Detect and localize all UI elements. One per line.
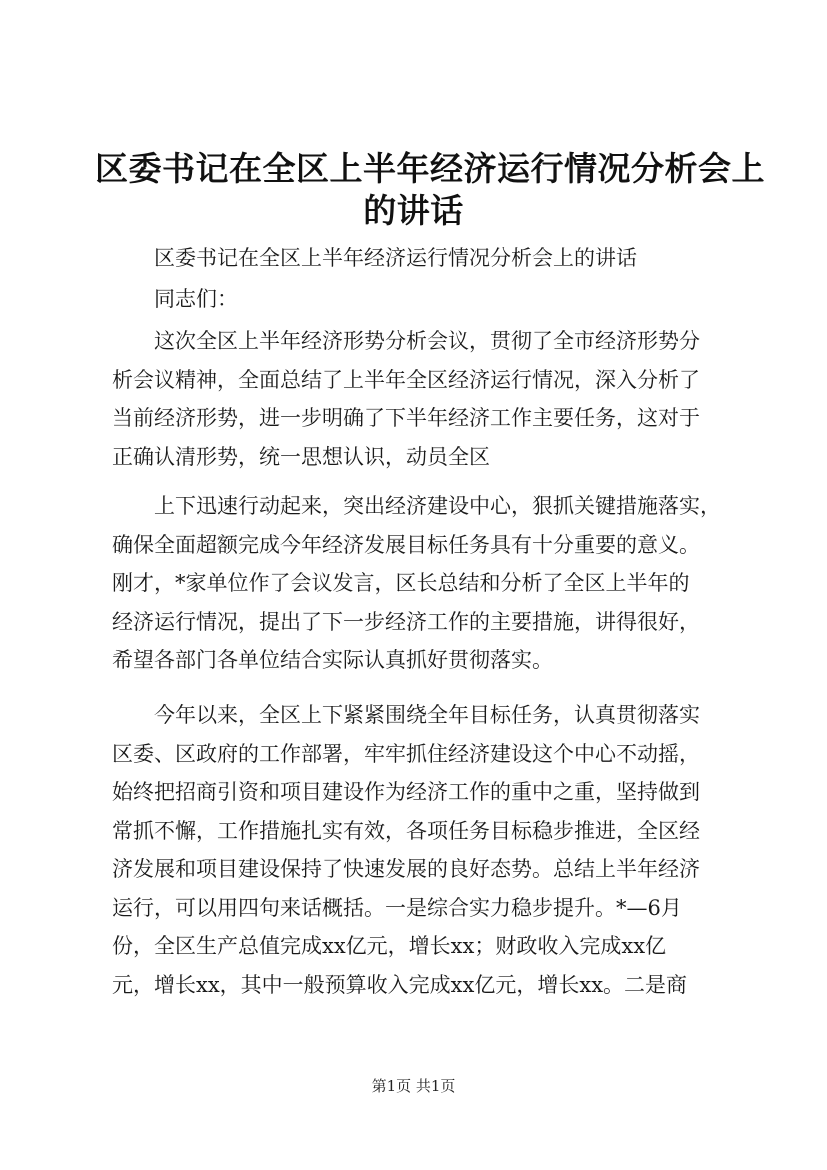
- subtitle: [112, 239, 732, 278]
- greeting-text: 同志们：: [154, 287, 238, 311]
- subtitle-text: 区委书记在全区上半年经济运行情况分析会上的讲话: [154, 246, 637, 270]
- paragraph-line: 经济运行情况，提出了下一步经济工作的主要措施，讲得很好，: [112, 609, 700, 634]
- paragraph-line: 刚才，*家单位作了会议发言，区长总结和分析了全区上半年的: [112, 571, 690, 595]
- paragraph-line: 运行，可以用四句来话概括。一是综合实力稳步提升。*—6月: [112, 895, 682, 920]
- paragraph-line: 希望各部门各单位结合实际认真抓好贯彻落实。: [112, 648, 553, 672]
- paragraph-line: 析会议精神，全面总结了上半年全区经济运行情况，深入分析了: [112, 367, 700, 392]
- paragraph-1: [112, 322, 732, 476]
- paragraph-line: 济发展和项目建设保持了快速发展的良好态势。总结上半年经济: [112, 857, 700, 881]
- paragraph-line: 当前经济形势，进一步明确了下半年经济工作主要任务，这对于: [112, 406, 700, 430]
- title-line-1: 区委书记在全区上半年经济运行情况分析会上: [95, 149, 765, 188]
- page-footer: [0, 1076, 827, 1096]
- paragraph-line: 确保全面超额完成今年经济发展目标任务具有十分重要的意义。: [112, 532, 700, 557]
- paragraph-line: 常抓不懈，工作措施扎实有效，各项任务目标稳步推进，全区经: [112, 818, 700, 843]
- paragraph-line: 正确认清形势，统一思想认识，动员全区: [112, 444, 490, 469]
- page-number-label: 第1页 共1页: [371, 1077, 456, 1095]
- paragraph-line: 这次全区上半年经济形势分析会议，贯彻了全市经济形势分: [154, 329, 700, 353]
- paragraph-2: [112, 487, 732, 680]
- title-line-2: 的讲话: [363, 191, 464, 230]
- paragraph-line: 今年以来，全区上下紧紧围绕全年目标任务，认真贯彻落实: [154, 703, 700, 727]
- greeting: [112, 280, 732, 319]
- paragraph-line: 元，增长xx，其中一般预算收入完成xx亿元，增长xx。二是商: [112, 972, 688, 997]
- paragraph-line: 上下迅速行动起来，突出经济建设中心，狠抓关键措施落实，: [154, 494, 721, 518]
- paragraph-line: 始终把招商引资和项目建设作为经济工作的重中之重，坚持做到: [112, 780, 700, 804]
- paragraph-3: [112, 696, 732, 1004]
- paragraph-line: 份，全区生产总值完成xx亿元，增长xx；财政收入完成xx亿: [112, 934, 667, 958]
- document-title: [95, 148, 765, 232]
- paragraph-line: 区委、区政府的工作部署，牢牢抓住经济建设这个中心不动摇，: [112, 741, 700, 766]
